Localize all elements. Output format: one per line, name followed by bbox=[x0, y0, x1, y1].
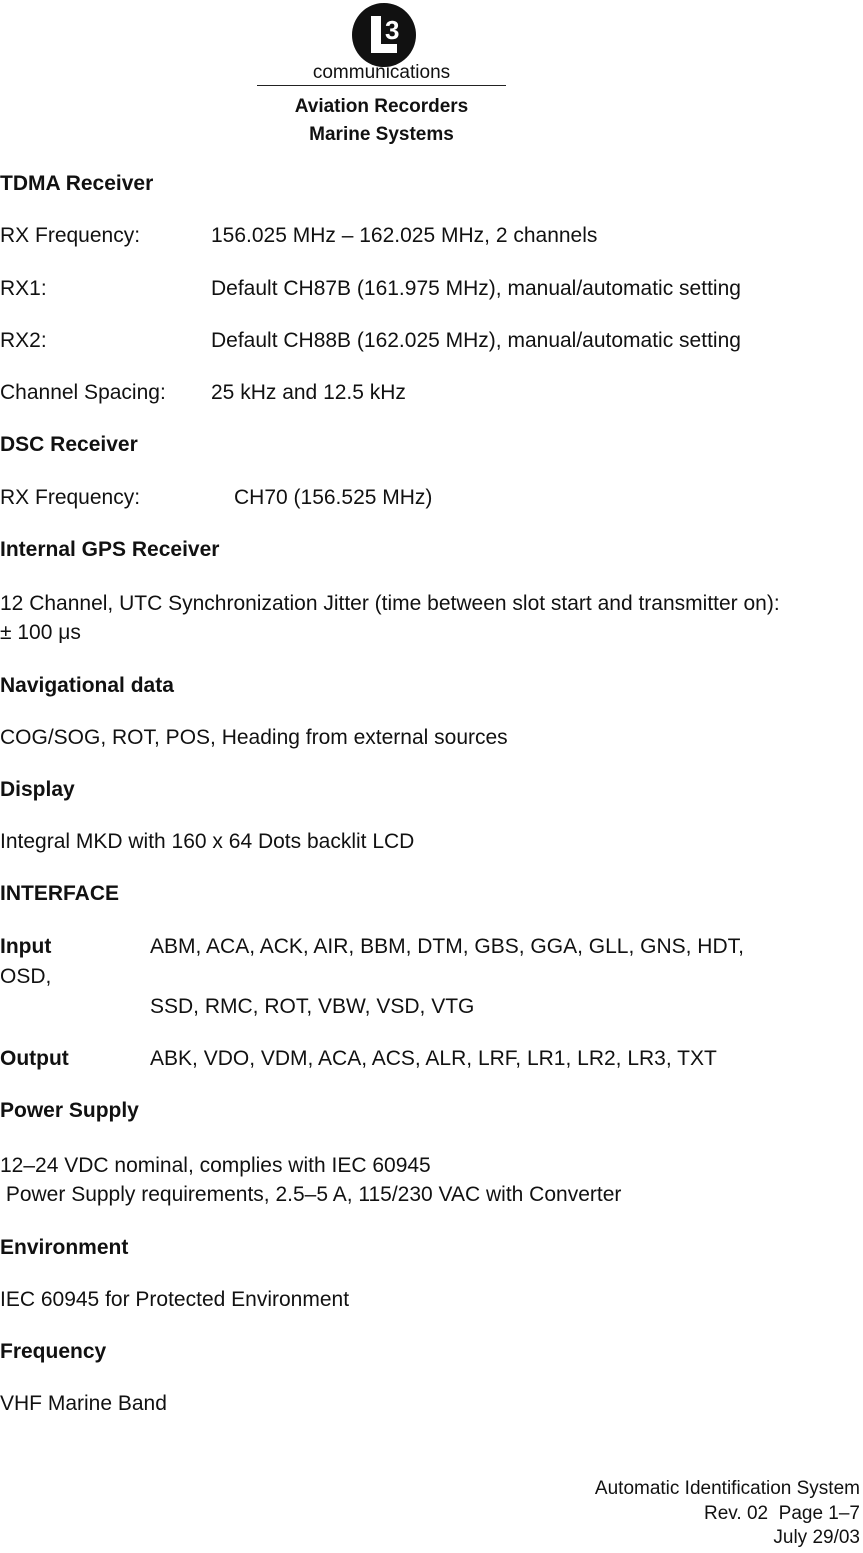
logo-wordmark: communications bbox=[312, 62, 451, 83]
gps-line-2: ± 100 μs bbox=[0, 621, 81, 644]
interface-output-label: Output bbox=[0, 1047, 69, 1070]
tdma-rx2-value: Default CH88B (162.025 MHz), manual/automatic setting bbox=[211, 329, 741, 352]
frequency-text: VHF Marine Band bbox=[0, 1392, 167, 1415]
interface-input-value-2: SSD, RMC, ROT, VBW, VSD, VTG bbox=[150, 995, 475, 1018]
environment-text: IEC 60945 for Protected Environment bbox=[0, 1288, 350, 1311]
header-rule bbox=[257, 85, 506, 86]
power-line-1: 12–24 VDC nominal, complies with IEC 60945 bbox=[0, 1154, 431, 1177]
tdma-heading: TDMA Receiver bbox=[0, 172, 154, 195]
interface-input-label: Input bbox=[0, 935, 52, 958]
nav-text: COG/SOG, ROT, POS, Heading from external sources bbox=[0, 726, 508, 749]
power-heading: Power Supply bbox=[0, 1099, 139, 1122]
l3-logo bbox=[349, 2, 419, 68]
environment-heading: Environment bbox=[0, 1236, 129, 1259]
header-line-2: Marine Systems bbox=[309, 124, 454, 145]
nav-heading: Navigational data bbox=[0, 674, 174, 697]
tdma-spacing-label: Channel Spacing: bbox=[0, 381, 166, 404]
dsc-rx-frequency-label: RX Frequency: bbox=[0, 486, 141, 509]
header-line-1: Aviation Recorders bbox=[294, 96, 469, 117]
tdma-rx1-value: Default CH87B (161.975 MHz), manual/automatic setting bbox=[211, 277, 741, 300]
dsc-heading: DSC Receiver bbox=[0, 433, 138, 456]
power-line-2: Power Supply requirements, 2.5–5 A, 115/230 VAC with Converter bbox=[0, 1183, 622, 1206]
gps-heading: Internal GPS Receiver bbox=[0, 538, 220, 561]
interface-output-value: ABK, VDO, VDM, ACA, ACS, ALR, LRF, LR1, LR2, LR3, TXT bbox=[150, 1047, 717, 1070]
tdma-rx1-label: RX1: bbox=[0, 277, 47, 300]
interface-heading: INTERFACE bbox=[0, 882, 120, 905]
tdma-spacing-value: 25 kHz and 12.5 kHz bbox=[211, 381, 406, 404]
interface-input-value-1: ABM, ACA, ACK, AIR, BBM, DTM, GBS, GGA, GLL, GNS, HDT, bbox=[150, 935, 744, 958]
gps-line-1: 12 Channel, UTC Synchronization Jitter (time between slot start and transmitter on): bbox=[0, 592, 780, 615]
dsc-rx-frequency-value: CH70 (156.525 MHz) bbox=[234, 486, 433, 509]
tdma-rx-frequency-label: RX Frequency: bbox=[0, 224, 141, 247]
tdma-rx-frequency-value: 156.025 MHz – 162.025 MHz, 2 channels bbox=[211, 224, 598, 247]
footer-line-1: Automatic Identification System bbox=[594, 1478, 860, 1499]
interface-input-value-wrap: OSD, bbox=[0, 965, 52, 988]
svg-text:3: 3 bbox=[385, 15, 400, 45]
display-text: Integral MKD with 160 x 64 Dots backlit LCD bbox=[0, 830, 415, 853]
tdma-rx2-label: RX2: bbox=[0, 329, 47, 352]
display-heading: Display bbox=[0, 778, 75, 801]
footer-line-2: Rev. 02 Page 1–7 bbox=[704, 1503, 860, 1524]
footer-line-3: July 29/03 bbox=[773, 1527, 860, 1548]
frequency-heading: Frequency bbox=[0, 1340, 107, 1363]
